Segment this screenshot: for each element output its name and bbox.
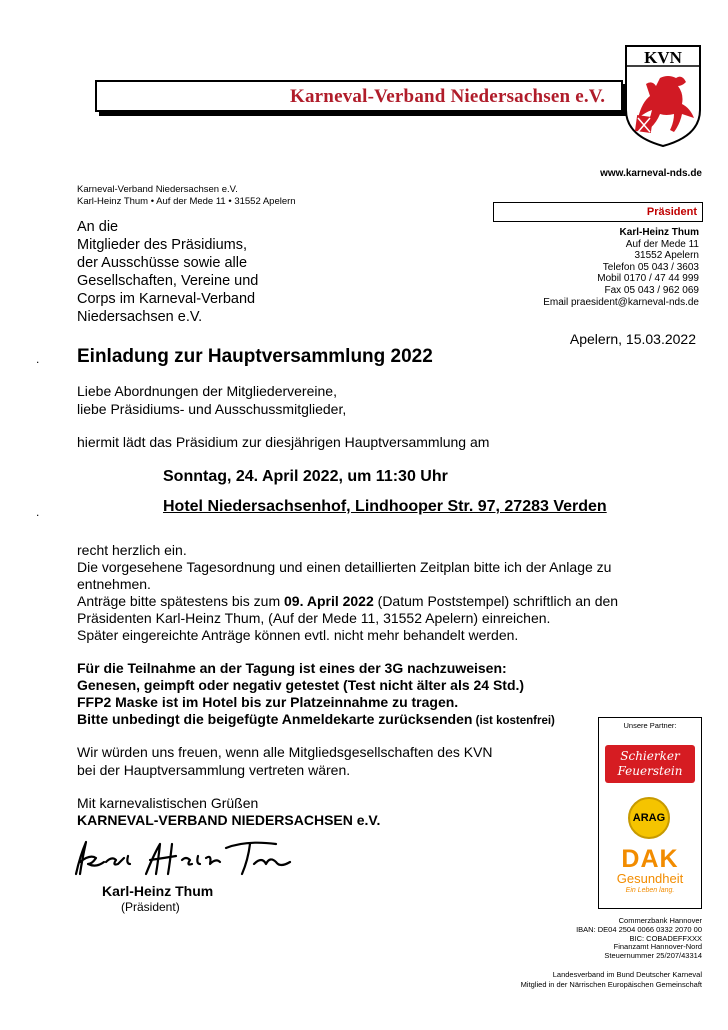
handwritten-signature [66, 834, 298, 880]
membership-line: Landesverband im Bund Deutscher Karneval [552, 970, 702, 979]
bank-line: Finanzamt Hannover-Nord [613, 942, 702, 952]
org-name-caps: KARNEVAL-VERBAND NIEDERSACHSEN e.V. [77, 812, 381, 828]
contact-city: 31552 Apelern [634, 250, 699, 262]
schierker-feuerstein-logo [605, 745, 695, 783]
body-text: Die vorgesehene Tagesordnung und einen detaillierten Zeitplan bitte ich der Anlage zu [77, 559, 612, 575]
partner-schierker-line1: Schierker [620, 749, 680, 763]
salutation-line: Liebe Abordnungen der Mitgliedervereine, [77, 383, 337, 399]
bank-line: BIC: COBADEFFXXX [629, 933, 702, 943]
signer-role: (Präsident) [121, 900, 180, 914]
bank-line: Commerzbank Hannover [618, 916, 702, 925]
membership-info [521, 970, 702, 989]
partner-schierker-line2: Feuerstein [617, 764, 683, 778]
date-line: Apelern, 15.03.2022 [569, 331, 696, 347]
recipient-block [77, 218, 258, 326]
body-text: Später eingereichte Anträge können evtl. nicht mehr behandelt werden. [77, 627, 519, 643]
signer-name: Karl-Heinz Thum [102, 883, 214, 899]
partner-dak-sub: Gesundheit [616, 871, 684, 886]
dak-logo [604, 846, 696, 896]
contact-phone: Telefon 05 043 / 3603 [602, 261, 699, 273]
contact-block [543, 227, 699, 308]
body-text: entnehmen. [77, 576, 151, 592]
recipient-line: Corps im Karneval-Verband [77, 291, 256, 307]
event-datetime: Sonntag, 24. April 2022, um 11:30 Uhr [163, 468, 448, 485]
recipient-line: Gesellschaften, Vereine und [77, 273, 259, 289]
notice-line: Genesen, geimpft oder negativ getestet (Test nicht älter als 24 Std.) [77, 677, 525, 693]
arag-logo [628, 797, 670, 839]
partner-dak: DAK [621, 845, 679, 873]
notice-free: (ist kostenfrei) [472, 715, 555, 727]
recipient-line: An die [77, 219, 119, 235]
contact-street: Auf der Mede 11 [625, 238, 699, 250]
greeting-text: Mit karnevalistischen Grüßen [77, 795, 259, 811]
bank-line: Steuernummer 25/207/43314 [604, 951, 702, 961]
notice-line: Für die Teilnahme an der Tagung ist eines der 3G nachzuweisen: [77, 660, 507, 676]
deadline-post: (Datum Poststempel) schriftlich an den [373, 593, 619, 609]
notice-reply-card: Bitte unbedingt die beigefügte Anmeldekarte zurücksenden [77, 711, 473, 727]
deadline-pre: Anträge bitte spätestens bis zum [77, 593, 284, 609]
intro-text: hiermit lädt das Präsidium zur diesjährigen Hauptversammlung am [77, 434, 490, 450]
salutation-line: liebe Präsidiums- und Ausschussmitglieder, [77, 401, 347, 417]
contact-email: Email praesident@karneval-nds.de [543, 296, 699, 308]
notice-line: FFP2 Maske ist im Hotel bis zur Platzeinnahme zu tragen. [77, 694, 459, 710]
recipient-line: Mitglieder des Präsidiums, [77, 237, 248, 253]
event-venue: Hotel Niedersachsenhof, Lindhooper Str. 97, 27283 Verden [163, 498, 607, 515]
notice-line [77, 711, 555, 727]
sender-line-1: Karneval-Verband Niedersachsen e.V. [77, 184, 238, 195]
bank-details [576, 917, 702, 961]
contact-mobile: Mobil 0170 / 47 44 999 [597, 273, 699, 285]
partner-arag: ARAG [632, 812, 666, 824]
body-text: recht herzlich ein. [77, 542, 187, 558]
partner-title: Unsere Partner: [623, 721, 677, 730]
horse-crest-logo [624, 44, 702, 148]
margin-dot: . [36, 505, 40, 519]
subject-heading: Einladung zur Hauptversammlung 2022 [77, 346, 433, 367]
contact-name: Karl-Heinz Thum [619, 227, 699, 238]
closing-text: bei der Hauptversammlung vertreten wären. [77, 762, 351, 778]
body-text: Präsidenten Karl-Heinz Thum, (Auf der Mede 11, 31552 Apelern) einreichen. [77, 610, 551, 626]
deadline-text [77, 593, 618, 609]
website-text: www.karneval-nds.de [600, 168, 702, 179]
closing-text: Wir würden uns freuen, wenn alle Mitgliedsgesellschaften des KVN [77, 744, 493, 760]
sender-line-2: Karl-Heinz Thum • Auf der Mede 11 • 31552 Apelern [77, 196, 296, 207]
membership-line: Mitglied in der Närrischen Europäischen Gemeinschaft [520, 979, 702, 989]
partner-dak-tag: Ein Leben lang. [625, 887, 675, 894]
recipient-line: Niedersachsen e.V. [77, 309, 203, 325]
contact-fax: Fax 05 043 / 962 069 [604, 284, 699, 296]
crest-text: KVN [644, 48, 682, 67]
bank-line: IBAN: DE04 2504 0066 0332 2070 00 [576, 924, 702, 934]
president-label: Präsident [646, 206, 697, 218]
letterhead-title: Karneval-Verband Niedersachsen e.V. [290, 86, 606, 107]
recipient-line: der Ausschüsse sowie alle [77, 255, 248, 271]
margin-dot: . [36, 352, 40, 366]
deadline-date: 09. April 2022 [284, 593, 374, 609]
